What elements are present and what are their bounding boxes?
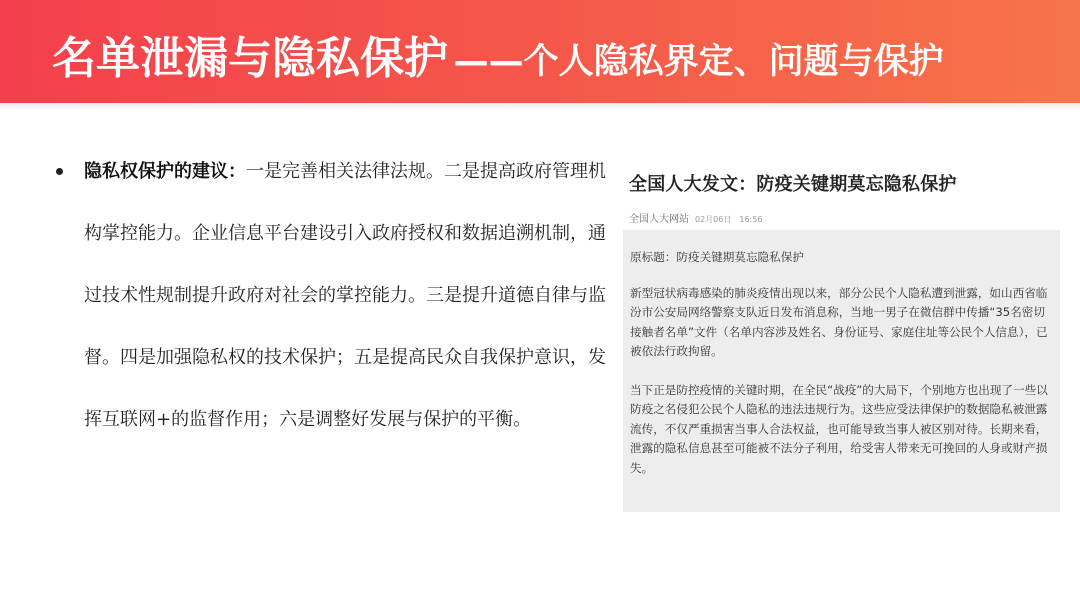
news-title: 全国人大发文：防疫关键期莫忘隐私保护 [629, 174, 957, 195]
news-paragraph-2: 当下正是防控疫情的关键时期，在全民“战疫”的大局下，个别地方也出现了一些以防疫之名侵犯公民个人隐私的违法违规行为。这些应受法律保护的数据隐私被泄露流传，不仅严重损害当事人合法权益，也可能导致当事人被区别对待。长期来看，泄露的隐私信息甚至可能被不法分子利用，给受害人带来无可挽回的人身或财产损失。 [630, 382, 1048, 475]
title-banner [0, 0, 1080, 103]
news-paragraph-1: 新型冠状病毒感染的肺炎疫情出现以来，部分公民个人隐私遭到泄露，如山西省临汾市公安局网络警察支队近日发布消息称，当地一男子在微信群中传播“35名密切接触者名单”文件（名单内容涉及姓名、身份证号、家庭住址等公民个人信息），已被依法行政拘留。 [630, 285, 1048, 358]
page-title-sub: ——个人隐私界定、问题与保护 [453, 42, 944, 82]
news-original-title: 原标题：防疫关键期莫忘隐私保护 [630, 250, 804, 264]
recommendation-lead: 隐私权保护的建议： [84, 161, 246, 182]
page-title-main: 名单泄漏与隐私保护 [52, 33, 448, 84]
recommendation-body: 一是完善相关法律法规。二是提高政府管理机构掌控能力。企业信息平台建设引入政府授权和数据追溯机制，通过技术性规制提升政府对社会的掌控能力。三是提升道德自律与监督。四是加强隐私权的技术保护；五是提高民众自我保护意识，发挥互联网+的监督作用；六是调整好发展与保护的平衡。 [84, 161, 606, 430]
news-date: 02月06日 16:56 [695, 215, 763, 224]
news-source: 全国人大网站 [629, 214, 689, 225]
bullet-dot-icon [56, 168, 63, 175]
recommendation-text [84, 141, 616, 451]
recommendation-bullet [56, 160, 616, 451]
page-title [52, 22, 944, 86]
banner-shadow [0, 103, 1080, 111]
news-meta [629, 210, 1060, 225]
news-body [623, 230, 1060, 512]
news-article [623, 170, 1060, 475]
